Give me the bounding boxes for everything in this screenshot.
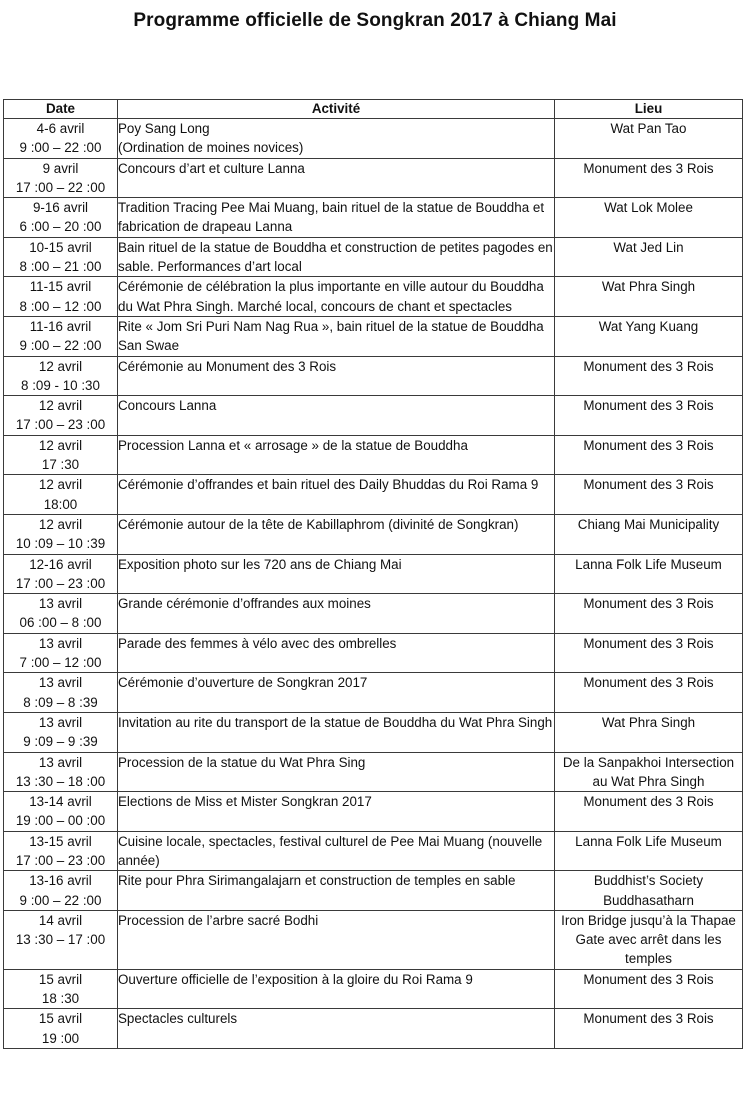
date-time: 17 :30 bbox=[41, 457, 80, 473]
activity-text: Cérémonie autour de la tête de Kabillaphrom (divinité de Songkran) bbox=[118, 516, 519, 532]
date-days: 13-15 avril bbox=[29, 833, 92, 849]
date-days: 13 avril bbox=[38, 635, 83, 651]
place-text: Monument des 3 Rois bbox=[583, 675, 714, 691]
table-row bbox=[4, 356, 743, 396]
activity-text: Procession de la statue du Wat Phra Sing bbox=[118, 754, 366, 770]
date-cell bbox=[4, 119, 118, 159]
activity-text: Parade des femmes à vélo avec des ombrelles bbox=[118, 635, 397, 651]
date-cell bbox=[4, 356, 118, 396]
activity-text: Procession de l’arbre sacré Bodhi bbox=[118, 912, 319, 928]
header-place: Lieu bbox=[555, 100, 743, 119]
date-time: 6 :00 – 20 :00 bbox=[19, 219, 102, 235]
table-row bbox=[4, 752, 743, 792]
place-text: Monument des 3 Rois bbox=[583, 160, 714, 176]
place-text: Wat Pan Tao bbox=[610, 121, 687, 136]
date-days: 15 avril bbox=[38, 971, 83, 987]
date-cell bbox=[4, 792, 118, 832]
table-row bbox=[4, 969, 743, 1009]
place-text: Wat Jed Lin bbox=[613, 239, 684, 255]
date-days: 10-15 avril bbox=[29, 239, 92, 255]
date-days: 12 avril bbox=[38, 398, 83, 414]
place-cell bbox=[555, 554, 743, 594]
table-row bbox=[4, 435, 743, 475]
activity-cell bbox=[118, 871, 555, 911]
date-days: 13 avril bbox=[38, 596, 83, 612]
activity-text: Cérémonie d’offrandes et bain rituel des Daily Bhuddas du Roi Rama 9 bbox=[118, 477, 539, 493]
date-days: 4-6 avril bbox=[36, 121, 85, 136]
place-cell bbox=[555, 792, 743, 832]
date-days: 13 avril bbox=[38, 675, 83, 691]
table-body bbox=[4, 119, 743, 1049]
date-time: 06 :00 – 8 :00 bbox=[19, 615, 102, 631]
activity-text: Grande cérémonie d’offrandes aux moines bbox=[118, 596, 371, 612]
date-cell bbox=[4, 594, 118, 634]
date-days: 12 avril bbox=[38, 477, 83, 493]
date-time: 8 :00 – 12 :00 bbox=[19, 298, 102, 314]
date-cell bbox=[4, 435, 118, 475]
place-text: Wat Phra Singh bbox=[601, 714, 696, 730]
place-cell bbox=[555, 396, 743, 436]
date-days: 14 avril bbox=[38, 912, 83, 928]
table-row bbox=[4, 633, 743, 673]
place-text: Wat Lok Molee bbox=[604, 200, 693, 216]
date-days: 13 avril bbox=[38, 714, 83, 730]
date-cell bbox=[4, 871, 118, 911]
place-cell bbox=[555, 594, 743, 634]
date-time: 17 :00 – 22 :00 bbox=[15, 179, 106, 195]
activity-text: Rite « Jom Sri Puri Nam Nag Rua », bain rituel de la statue de Bouddha San Swae bbox=[118, 318, 544, 354]
date-cell bbox=[4, 198, 118, 238]
date-time: 17 :00 – 23 :00 bbox=[15, 417, 106, 433]
date-days: 12-16 avril bbox=[29, 556, 92, 572]
date-cell bbox=[4, 316, 118, 356]
table-row bbox=[4, 792, 743, 832]
date-days: 12 avril bbox=[38, 437, 83, 453]
table-row bbox=[4, 594, 743, 634]
place-text: Lanna Folk Life Museum bbox=[575, 833, 722, 849]
place-cell bbox=[555, 712, 743, 752]
page-title: Programme officielle de Songkran 2017 à Chiang Mai bbox=[133, 10, 617, 31]
date-cell bbox=[4, 1009, 118, 1049]
table-row bbox=[4, 673, 743, 713]
date-time: 18 :30 bbox=[41, 991, 80, 1007]
date-time: 9 :00 – 22 :00 bbox=[19, 140, 102, 156]
place-text: Monument des 3 Rois bbox=[583, 437, 714, 453]
date-days: 13-16 avril bbox=[29, 873, 92, 889]
activity-text: Poy Sang Long (Ordination de moines novices) bbox=[118, 121, 304, 156]
activity-cell bbox=[118, 158, 555, 198]
table-row bbox=[4, 119, 743, 159]
activity-cell bbox=[118, 633, 555, 673]
activity-cell bbox=[118, 1009, 555, 1049]
date-time: 17 :00 – 23 :00 bbox=[15, 575, 106, 591]
place-cell bbox=[555, 910, 743, 969]
activity-cell bbox=[118, 198, 555, 238]
place-text: Monument des 3 Rois bbox=[583, 477, 714, 493]
table-row bbox=[4, 554, 743, 594]
date-days: 11-16 avril bbox=[29, 318, 92, 334]
place-text: Iron Bridge jusqu’à la Thapae Gate avec arrêt dans les temples bbox=[561, 912, 736, 967]
place-cell bbox=[555, 475, 743, 515]
activity-cell bbox=[118, 316, 555, 356]
date-cell bbox=[4, 831, 118, 871]
activity-text: Cérémonie au Monument des 3 Rois bbox=[118, 358, 337, 374]
place-cell bbox=[555, 198, 743, 238]
activity-cell bbox=[118, 475, 555, 515]
activity-cell bbox=[118, 752, 555, 792]
date-cell bbox=[4, 752, 118, 792]
place-cell bbox=[555, 158, 743, 198]
header-date: Date bbox=[4, 100, 118, 119]
date-cell bbox=[4, 969, 118, 1009]
activity-text: Invitation au rite du transport de la statue de Bouddha du Wat Phra Singh bbox=[118, 714, 553, 730]
activity-cell bbox=[118, 237, 555, 277]
place-text: Monument des 3 Rois bbox=[583, 398, 714, 414]
date-days: 9-16 avril bbox=[32, 200, 89, 216]
date-days: 13-14 avril bbox=[29, 794, 92, 810]
place-text: Wat Yang Kuang bbox=[598, 318, 699, 334]
activity-cell bbox=[118, 554, 555, 594]
place-cell bbox=[555, 673, 743, 713]
activity-cell bbox=[118, 119, 555, 159]
table-row bbox=[4, 198, 743, 238]
date-cell bbox=[4, 475, 118, 515]
table-row bbox=[4, 831, 743, 871]
place-text: De la Sanpakhoi Intersection au Wat Phra Singh bbox=[562, 754, 735, 789]
date-days: 12 avril bbox=[38, 516, 83, 532]
date-time: 8 :00 – 21 :00 bbox=[19, 259, 102, 275]
activity-cell bbox=[118, 712, 555, 752]
place-cell bbox=[555, 1009, 743, 1049]
date-time: 18:00 bbox=[43, 496, 78, 512]
table-row bbox=[4, 237, 743, 277]
place-text: Monument des 3 Rois bbox=[583, 1011, 714, 1027]
date-cell bbox=[4, 237, 118, 277]
table-row bbox=[4, 871, 743, 911]
place-text: Monument des 3 Rois bbox=[583, 971, 714, 987]
activity-cell bbox=[118, 594, 555, 634]
place-text: Wat Phra Singh bbox=[601, 279, 696, 295]
date-cell bbox=[4, 277, 118, 317]
activity-cell bbox=[118, 969, 555, 1009]
place-cell bbox=[555, 356, 743, 396]
date-time: 19 :00 bbox=[41, 1030, 80, 1046]
place-text: Chiang Mai Municipality bbox=[577, 516, 720, 532]
date-days: 13 avril bbox=[38, 754, 83, 770]
table-row bbox=[4, 277, 743, 317]
activity-cell bbox=[118, 356, 555, 396]
date-time: 17 :00 – 23 :00 bbox=[15, 852, 106, 868]
activity-cell bbox=[118, 396, 555, 436]
date-cell bbox=[4, 554, 118, 594]
place-cell bbox=[555, 514, 743, 554]
date-cell bbox=[4, 158, 118, 198]
date-time: 19 :00 – 00 :00 bbox=[15, 813, 106, 829]
activity-text: Elections de Miss et Mister Songkran 2017 bbox=[118, 794, 372, 810]
activity-cell bbox=[118, 910, 555, 969]
header-activity: Activité bbox=[118, 100, 555, 119]
table-row bbox=[4, 158, 743, 198]
table-row bbox=[4, 475, 743, 515]
activity-cell bbox=[118, 277, 555, 317]
place-cell bbox=[555, 831, 743, 871]
activity-text: Tradition Tracing Pee Mai Muang, bain rituel de la statue de Bouddha et fabrication de drapeau Lanna bbox=[118, 200, 545, 235]
date-time: 7 :00 – 12 :00 bbox=[19, 655, 102, 671]
place-cell bbox=[555, 871, 743, 911]
date-time: 10 :09 – 10 :39 bbox=[15, 536, 106, 552]
place-text: Monument des 3 Rois bbox=[583, 596, 714, 612]
date-time: 13 :30 – 17 :00 bbox=[15, 932, 106, 948]
date-days: 9 avril bbox=[42, 160, 79, 176]
place-cell bbox=[555, 969, 743, 1009]
date-days: 15 avril bbox=[38, 1011, 83, 1027]
activity-text: Concours Lanna bbox=[118, 398, 217, 414]
date-cell bbox=[4, 910, 118, 969]
table-row bbox=[4, 712, 743, 752]
date-cell bbox=[4, 396, 118, 436]
place-cell bbox=[555, 752, 743, 792]
activity-cell bbox=[118, 435, 555, 475]
place-cell bbox=[555, 237, 743, 277]
place-text: Monument des 3 Rois bbox=[583, 358, 714, 374]
activity-text: Cuisine locale, spectacles, festival culturel de Pee Mai Muang (nouvelle année) bbox=[118, 833, 543, 868]
date-days: 11-15 avril bbox=[29, 279, 92, 295]
date-time: 9 :00 – 22 :00 bbox=[19, 892, 102, 908]
date-time: 8 :09 - 10 :30 bbox=[21, 377, 100, 393]
table-row bbox=[4, 316, 743, 356]
place-cell bbox=[555, 316, 743, 356]
table-header-row bbox=[4, 100, 743, 119]
date-cell bbox=[4, 673, 118, 713]
activity-cell bbox=[118, 673, 555, 713]
activity-text: Rite pour Phra Sirimangalajarn et construction de temples en sable bbox=[118, 873, 516, 889]
date-time: 9 :09 – 9 :39 bbox=[23, 734, 98, 750]
table-row bbox=[4, 514, 743, 554]
activity-cell bbox=[118, 792, 555, 832]
activity-text: Procession Lanna et « arrosage » de la statue de Bouddha bbox=[118, 437, 468, 453]
date-days: 12 avril bbox=[38, 358, 83, 374]
place-cell bbox=[555, 435, 743, 475]
activity-cell bbox=[118, 514, 555, 554]
activity-text: Cérémonie de célébration la plus importante en ville autour du Bouddha du Wat Phra Singh. Marché local, concours de chant et spectacles bbox=[118, 279, 544, 314]
place-text: Monument des 3 Rois bbox=[583, 794, 714, 810]
table-row bbox=[4, 396, 743, 436]
activity-text: Ouverture officielle de l’exposition à la gloire du Roi Rama 9 bbox=[118, 971, 473, 987]
table-row bbox=[4, 910, 743, 969]
date-time: 8 :09 – 8 :39 bbox=[23, 694, 98, 710]
activity-text: Bain rituel de la statue de Bouddha et construction de petites pagodes en sable. Performances d’art local bbox=[118, 239, 553, 275]
date-cell bbox=[4, 712, 118, 752]
date-time: 13 :30 – 18 :00 bbox=[15, 773, 106, 789]
place-text: Monument des 3 Rois bbox=[583, 635, 714, 651]
programme-table bbox=[3, 99, 743, 1049]
place-cell bbox=[555, 119, 743, 159]
place-cell bbox=[555, 633, 743, 673]
place-text: Lanna Folk Life Museum bbox=[575, 556, 722, 572]
place-cell bbox=[555, 277, 743, 317]
activity-text: Cérémonie d’ouverture de Songkran 2017 bbox=[118, 675, 368, 691]
place-text: Buddhist’s Society Buddhasatharn bbox=[593, 873, 704, 908]
activity-text: Spectacles culturels bbox=[118, 1011, 238, 1027]
activity-text: Concours d’art et culture Lanna bbox=[118, 160, 305, 176]
date-cell bbox=[4, 514, 118, 554]
date-time: 9 :00 – 22 :00 bbox=[19, 338, 102, 354]
activity-text: Exposition photo sur les 720 ans de Chiang Mai bbox=[118, 556, 402, 572]
table-row bbox=[4, 1009, 743, 1049]
activity-cell bbox=[118, 831, 555, 871]
date-cell bbox=[4, 633, 118, 673]
